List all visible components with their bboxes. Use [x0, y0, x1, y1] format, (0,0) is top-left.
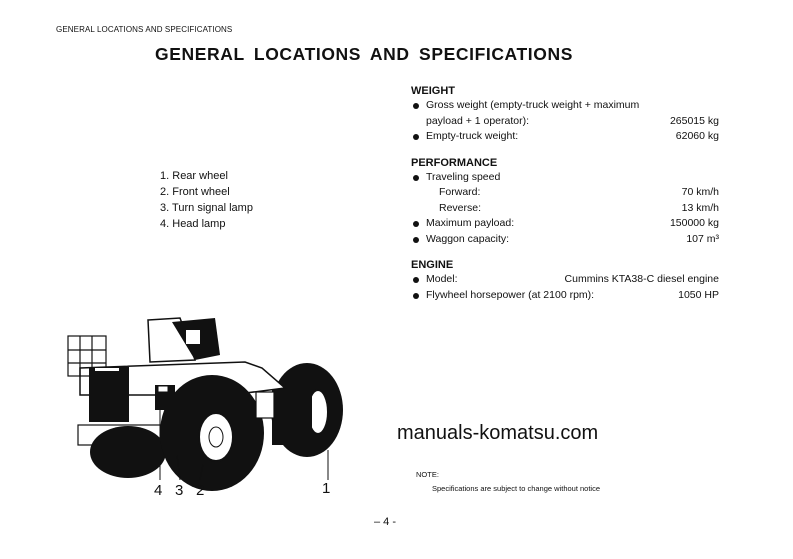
spec-row: payload + 1 operator): 265015 kg [426, 114, 719, 127]
spec-row: Traveling speed [411, 170, 719, 186]
engine-heading: ENGINE [411, 259, 454, 271]
performance-heading: PERFORMANCE [411, 156, 498, 169]
spec-row: Maximum payload: 150000 kg [411, 216, 719, 232]
spec-row: Reverse: 13 km/h [439, 201, 719, 214]
callout-turn-signal-lamp: 3 [175, 482, 184, 499]
spec-row: Forward: 70 km/h [439, 186, 719, 198]
spec-row: Flywheel horsepower (at 2100 rpm): 1050 HP [411, 288, 719, 304]
spec-row: Gross weight (empty-truck weight + maximum [411, 98, 719, 114]
spec-row: Waggon capacity: 107 m³ [411, 232, 719, 248]
weight-heading: WEIGHT [411, 85, 455, 97]
legend-item: 3. Turn signal lamp [160, 202, 253, 214]
note-text: Specifications are subject to change without notice [432, 484, 601, 493]
page-title: GENERAL LOCATIONS AND SPECIFICATIONS [155, 44, 573, 64]
spec-row: Empty-truck weight: 62060 kg [411, 129, 719, 145]
spec-row: Model: Cummins KTA38-C diesel engine [411, 272, 719, 288]
legend-item: 4. Head lamp [160, 218, 226, 230]
page-number: – 4 - [374, 516, 397, 528]
watermark: manuals-komatsu.com [397, 422, 599, 444]
callout-front-wheel: 2 [196, 482, 205, 499]
legend-item: 2. Front wheel [160, 186, 230, 198]
running-head: GENERAL LOCATIONS AND SPECIFICATIONS [56, 25, 233, 34]
note-heading: NOTE: [416, 470, 439, 479]
callout-head-lamp: 4 [154, 482, 163, 499]
legend-item: 1. Rear wheel [160, 170, 228, 182]
callout-rear-wheel: 1 [322, 480, 331, 497]
